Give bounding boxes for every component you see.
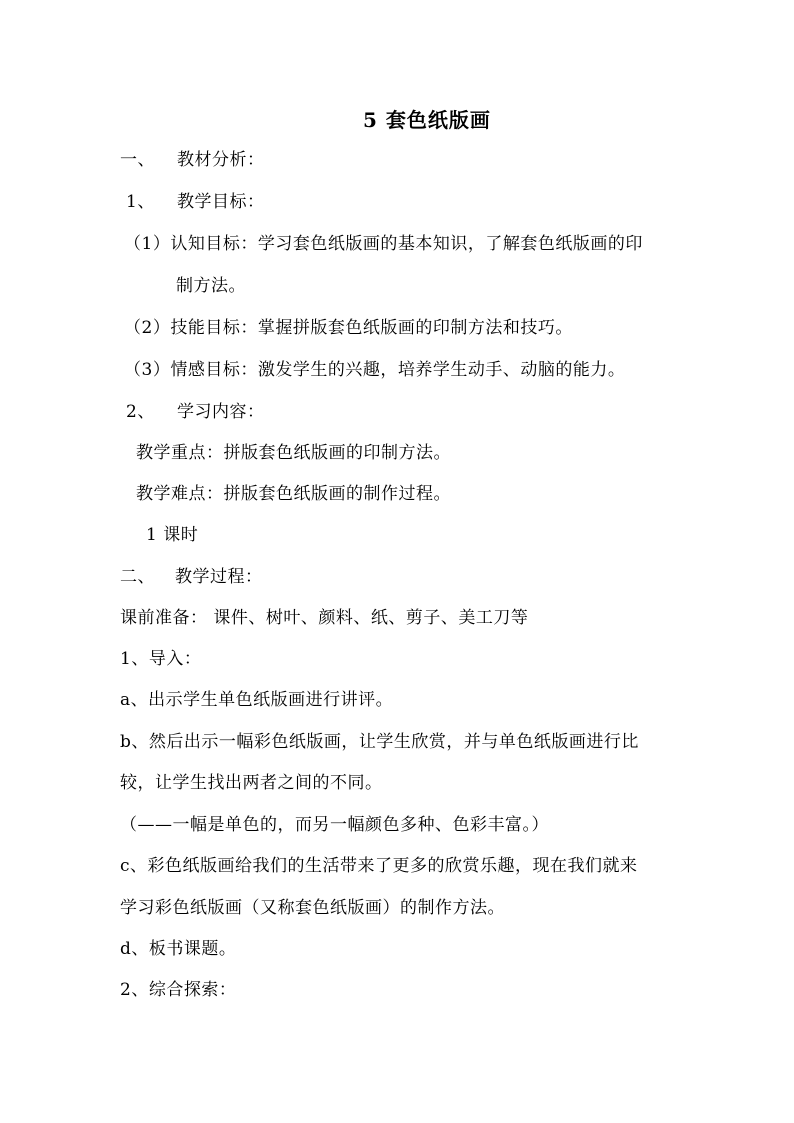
paragraph-line: 2、综合探索：	[120, 980, 237, 1000]
paragraph-line: （3）情感目标：激发学生的兴趣，培养学生动手、动脑的能力。	[124, 360, 626, 380]
paragraph-line: 1 课时	[146, 525, 199, 545]
paragraph-line: （——一幅是单色的，而另一幅颜色多种、色彩丰富。）	[120, 815, 549, 835]
paragraph-line: 较，让学生找出两者之间的不同。	[120, 773, 383, 793]
document-title: 5 套色纸版画	[363, 108, 491, 132]
section-number: 二、	[120, 567, 155, 587]
subsection-text: 学习内容：	[177, 402, 265, 422]
subsection-heading-2	[126, 400, 265, 424]
section-number: 一、	[120, 150, 155, 170]
paragraph-line: （2）技能目标：掌握拼版套色纸版画的印制方法和技巧。	[124, 318, 573, 338]
paragraph-line: 学习彩色纸版画（又称套色纸版画）的制作方法。	[120, 898, 505, 918]
paragraph-line: 教学难点：拼版套色纸版画的制作过程。	[136, 484, 451, 504]
subsection-text: 教学目标：	[177, 192, 265, 212]
paragraph-line: d、板书课题。	[120, 939, 237, 959]
subsection-number: 1、	[126, 192, 155, 212]
subsection-heading-1	[126, 190, 265, 214]
subsection-number: 2、	[126, 402, 155, 422]
paragraph-line: （1）认知目标：学习套色纸版画的基本知识，了解套色纸版画的印	[124, 234, 643, 254]
paragraph-line: 课前准备： 课件、树叶、颜料、纸、剪子、美工刀等	[120, 608, 529, 628]
paragraph-line: a、出示学生单色纸版画进行讲评。	[120, 690, 394, 710]
paragraph-line: 1、导入：	[120, 649, 202, 669]
paragraph-line: 教学重点：拼版套色纸版画的印制方法。	[136, 443, 451, 463]
section-text: 教学过程：	[175, 567, 263, 587]
paragraph-line: b、然后出示一幅彩色纸版画，让学生欣赏，并与单色纸版画进行比	[120, 732, 639, 752]
section-text: 教材分析：	[177, 150, 265, 170]
paragraph-line: 制方法。	[176, 276, 246, 296]
paragraph-line: c、彩色纸版画给我们的生活带来了更多的欣赏乐趣，现在我们就来	[120, 856, 638, 876]
section-heading-1	[120, 148, 265, 172]
section-heading-2	[120, 565, 263, 589]
